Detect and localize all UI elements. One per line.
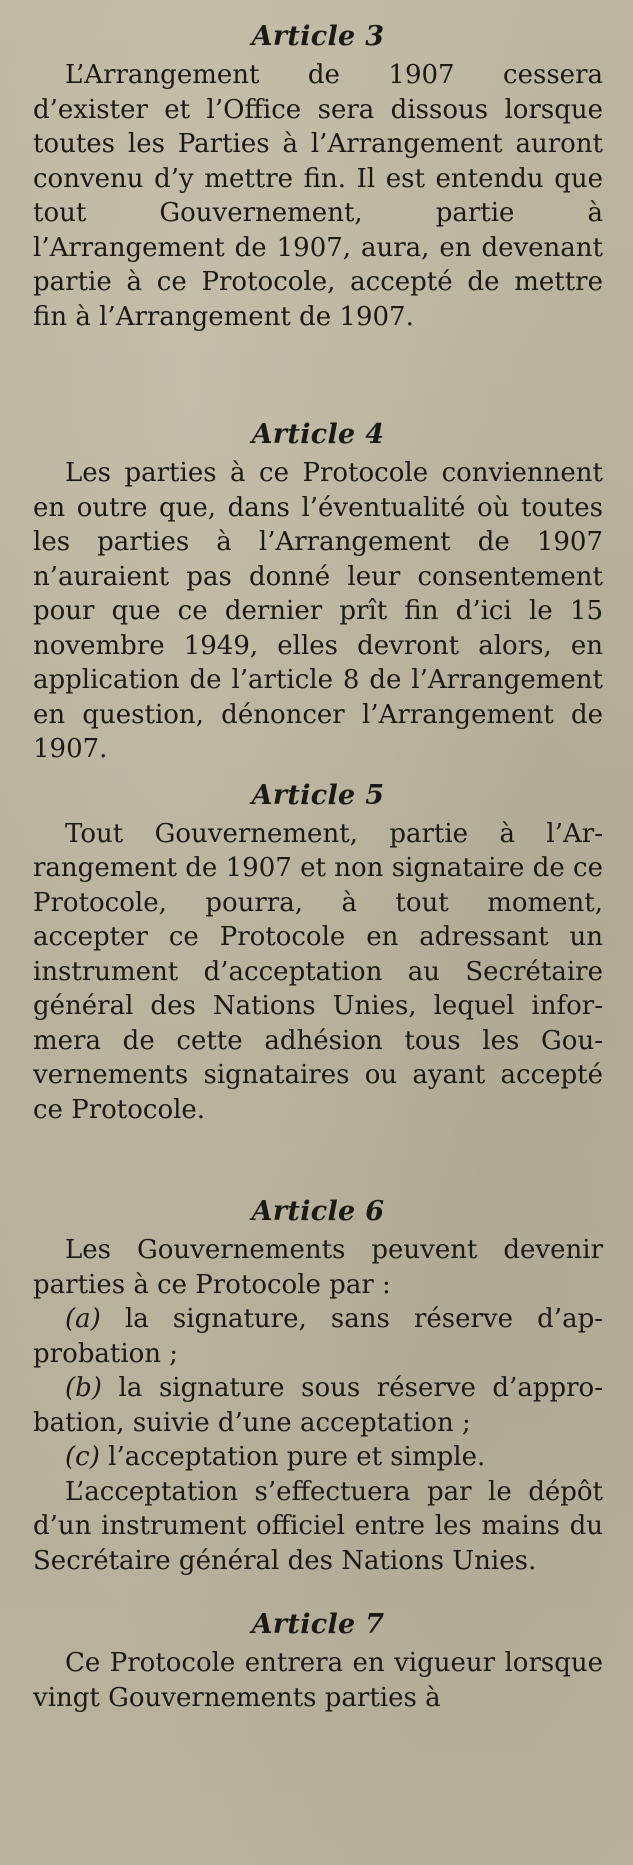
list-item-text: la signature, sans réserve d’approbation ; [33,1304,604,1369]
list-item-text: la signature sous réserve d’approbation, suivie d’une acceptation ; [33,1373,604,1438]
list-item [33,1302,603,1371]
article-4 [33,418,603,767]
list-item-text: l’acceptation pure et simple. [108,1442,486,1472]
article-paragraph: Tout Gouvernement, partie à l’Arrangement de 1907 et non signataire de ce Protocole, pourra, à tout moment, accepter ce Protocole en adressant un instrument d’acceptation au Secrétaire général des Nations Unies, lequel informera de cette adhésion tous les Gouvernements signataires ou ayant accepté ce Protocole. [33,818,603,1125]
article-heading: Article 7 [251,1609,385,1640]
article-paragraph: Les parties à ce Protocole conviennent en outre que, dans l’éventualité où toutes les parties à l’Arrangement de 1907 n’auraient pas donné leur consentement pour que ce dernier prît fin d’ici le 15 novembre 1949, elles devront alors, en application de l’article 8 de l’Arrangement en question, dénoncer l’Arrangement de 1907. [33,458,603,764]
article-6 [33,1195,603,1578]
article-paragraph: Ce Protocole entrera en vigueur lorsque vingt Gouvernements parties à [33,1648,603,1713]
list-item [33,1371,603,1440]
article-7 [33,1608,603,1715]
article-3 [33,20,603,334]
article-intro: Les Gouvernements peuvent devenir parties à ce Protocole par : [33,1235,603,1300]
list-item-marker: (b) [65,1373,102,1403]
list-item-marker: (a) [65,1304,101,1334]
article-heading: Article 3 [251,21,385,52]
article-5 [33,779,603,1128]
list-item-marker: (c) [65,1442,100,1472]
article-paragraph: L’Arrangement de 1907 cessera d’exister et l’Office sera dissous lorsque toutes les Parties à l’Arrangement auront convenu d’y mettre fin. Il est entendu que tout Gouvernement, partie à l’Arrangement de 1907, aura, en devenant partie à ce Protocole, accepté de mettre fin à l’Arrangement de 1907. [33,60,603,332]
article-heading: Article 4 [251,419,385,450]
article-closing: L’acceptation s’effectuera par le dépôt d’un instrument officiel entre les mains du Secrétaire général des Nations Unies. [33,1476,603,1576]
article-heading: Article 5 [251,779,385,811]
list-item [33,1440,603,1475]
article-heading: Article 6 [251,1196,385,1227]
